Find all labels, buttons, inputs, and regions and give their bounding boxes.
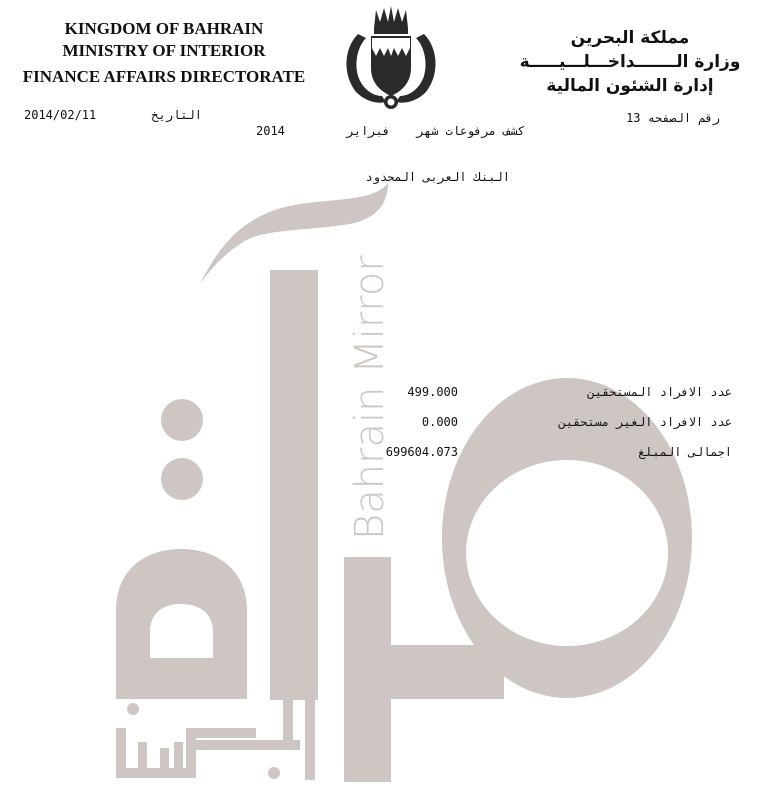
header-english xyxy=(14,18,314,88)
header-ar-directorate: إدارة الشئون المالية xyxy=(546,76,714,96)
date-value: 2014/02/11 xyxy=(24,108,97,122)
header-en-kingdom: KINGDOM OF BAHRAIN xyxy=(64,19,264,38)
header-arabic xyxy=(480,26,776,98)
total-amount-label: اجمالى المبلغ xyxy=(638,445,732,459)
ineligible-count-label: عدد الافراد الغير مستحقين xyxy=(558,415,732,429)
header-en-directorate: FINANCE AFFAIRS DIRECTORATE xyxy=(22,67,306,86)
watermark-brand-en: Bahrain Mirror xyxy=(347,255,393,540)
ministry-of-interior-emblem-icon xyxy=(338,4,444,114)
eligible-count-value: 499.000 xyxy=(407,385,458,399)
header-en-ministry: MINISTRY OF INTERIOR xyxy=(62,41,266,60)
statement-title: كشف مرفوعات شهر xyxy=(416,124,525,138)
bank-name: البنك العربى المحدود xyxy=(365,170,510,184)
header-ar-ministry: وزارة الـــــــداخـــلـــيـــــة xyxy=(519,52,741,72)
total-amount-value: 699604.073 xyxy=(385,445,458,459)
eligible-count-label: عدد الافراد المستحقين xyxy=(587,385,732,399)
statement-month: فبراير xyxy=(346,124,390,138)
page-number-label: رقم الصفحه 13 xyxy=(626,111,720,125)
ineligible-count-value: 0.000 xyxy=(421,415,458,429)
date-label: التاريخ xyxy=(151,108,202,122)
header-ar-kingdom: مملكة البحرين xyxy=(570,28,690,48)
statement-year: 2014 xyxy=(256,124,285,138)
